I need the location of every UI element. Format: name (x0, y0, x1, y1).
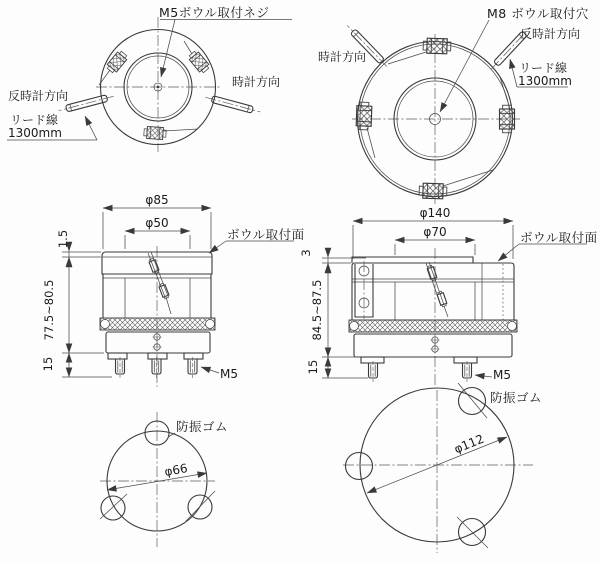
lead-wire-length: 1300mm (518, 74, 572, 88)
cw-direction-label: 時計方向 (318, 50, 367, 64)
dim-text: 1.5 (56, 229, 70, 249)
lead-wire-label: リード線 (10, 113, 59, 127)
lead-wire-length: 1300mm (8, 126, 62, 140)
band-end-left (101, 320, 110, 329)
rubber-label: 防振ゴム (490, 390, 543, 405)
mount-face-label: ボウル取付面 (227, 227, 305, 242)
thread-label: M5 (220, 367, 238, 381)
mount-face-label: ボウル取付面 (520, 230, 598, 245)
mount-hole-label: M8 ボウル取付穴 (487, 6, 589, 21)
center-point (157, 86, 160, 89)
dim-text: 3 (299, 249, 313, 257)
ccw-direction-label: 反時計方向 (520, 27, 581, 41)
cw-direction-label: 時計方向 (232, 75, 281, 89)
dim-text: φ112 (452, 431, 486, 457)
dim-text: 84.5~87.5 (310, 279, 324, 341)
dim-text: φ140 (419, 206, 451, 220)
mount-screw-label: M5ボウル取付ネジ (159, 5, 270, 20)
dim-text: 77.5~80.5 (42, 279, 56, 341)
band-end-left (350, 322, 359, 331)
rubber-band (100, 318, 215, 330)
thread-label: M5 (493, 368, 511, 382)
dim-text: φ66 (163, 461, 189, 479)
rubber-band (349, 320, 517, 332)
band-end-right (206, 320, 215, 329)
rubber-label: 防振ゴム (176, 419, 229, 434)
lead-wire-label: リード線 (519, 61, 568, 75)
dim-text: φ85 (145, 193, 169, 207)
ccw-direction-label: 反時計方向 (8, 89, 69, 103)
lead-wire-callout (510, 59, 572, 88)
rubber-callout (490, 390, 542, 405)
dim-text: 15 (41, 356, 55, 372)
dim-text: 15 (306, 359, 320, 375)
band-end-right (508, 322, 517, 331)
dim-text: φ70 (423, 225, 447, 239)
dim-text: φ50 (145, 216, 169, 230)
